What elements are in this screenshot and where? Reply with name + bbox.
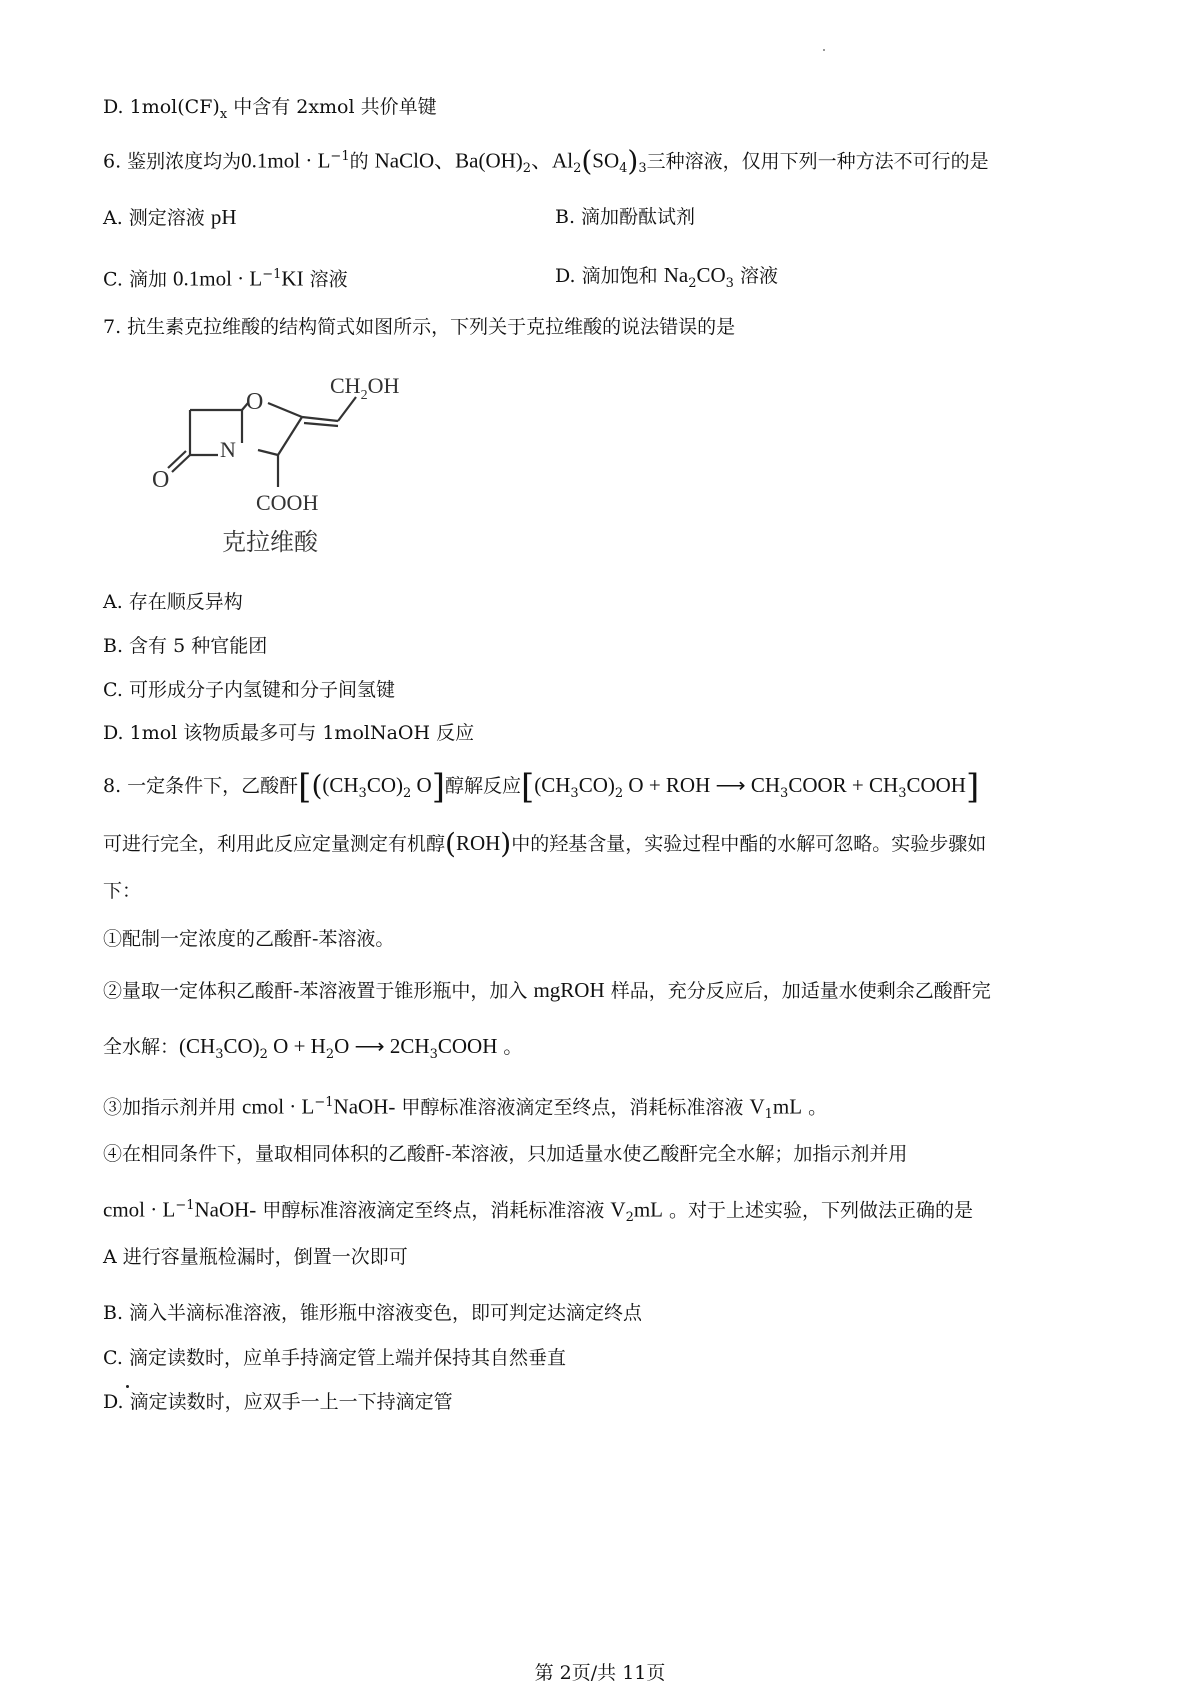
q6-option-d: D. 滴加饱和 $Na_2CO_3$ 溶液 — [555, 263, 778, 291]
bond — [268, 403, 302, 417]
page-footer: 第 2页/共 11页 — [534, 1662, 666, 1684]
q8-option-c: C. 滴定读数时，应单手持滴定管上端并保持其自然垂直 — [103, 1347, 566, 1369]
clavulanic-acid-structure — [152, 373, 460, 615]
q8-stem-line1: 8. 一定条件下，乙酸酐[($(CH_3CO)_2$ O]醇解反应[$(CH_3CO)_2$ O + ROH ⟶ $CH_3COOR$ + $CH_3COOH$] — [103, 767, 980, 807]
q8-stem-line3: 下： — [103, 880, 142, 902]
q7-option-a: A. 存在顺反异构 — [103, 591, 243, 613]
bond — [258, 450, 278, 455]
q8-step3: ③加指示剂并用 cmol · $L^{-1}NaOH-$ 甲醇标准溶液滴定至终点，消耗标准溶液 $V_1mL$ 。 — [103, 1094, 828, 1123]
q8-step1: ①配制一定浓度的乙酸酐-苯溶液。 — [103, 928, 395, 950]
q8-option-a: A 进行容量瓶检漏时，倒置一次即可 — [103, 1246, 408, 1268]
nitrogen-label: N — [220, 437, 236, 462]
q8-option-b: B. 滴入半滴标准溶液，锥形瓶中溶液变色，即可判定达滴定终点 — [103, 1302, 643, 1324]
q8-step4-line1: ④在相同条件下，量取相同体积的乙酸酐-苯溶液，只加适量水使乙酸酐完全水解；加指示剂并用 — [103, 1143, 908, 1165]
bond — [338, 397, 356, 421]
q8-step4-line2: cmol · $L^{-1}NaOH-$ 甲醇标准溶液滴定至终点，消耗标准溶液 $V_2mL$ 。对于上述实验，下列做法正确的是 — [103, 1197, 974, 1226]
q5-option-d: D. $1mol(CF)_x$ 中含有 2xmol 共价单键 — [103, 96, 437, 122]
q8-step2-equation: 全水解：$(CH_3CO)_2$ $O + H_2O$ ⟶ $2CH_3COOH$ 。 — [103, 1034, 523, 1062]
q8-step2: ②量取一定体积乙酸酐-苯溶液置于锥形瓶中，加入 mgROH 样品，充分反应后，加适量水使剩余乙酸酐完 — [103, 978, 991, 1002]
structure-caption: 克拉维酸 — [222, 528, 318, 556]
q6-option-b: B. 滴加酚酞试剂 — [555, 206, 696, 228]
q6-option-c: C. 滴加 $0.1mol \cdot L^{-1}KI$ 溶液 — [103, 266, 348, 291]
cooh-label: COOH — [256, 490, 319, 515]
bond — [172, 455, 190, 472]
q7-stem: 7. 抗生素克拉维酸的结构简式如图所示，下列关于克拉维酸的说法错误的是 — [103, 316, 736, 338]
bond — [304, 423, 338, 426]
q7-option-b: B. 含有 5 种官能团 — [103, 635, 268, 657]
q8-option-d: D. 滴定读数时，应双手一上一下持滴定管 — [103, 1391, 453, 1413]
q8-stem-line2: 可进行完全，利用此反应定量测定有机醇(ROH)中的羟基含量，实验过程中酯的水解可忽略。实验步骤如 — [103, 827, 987, 860]
bond — [168, 451, 186, 468]
q7-option-c: C. 可形成分子内氢键和分子间氢键 — [103, 679, 395, 701]
ch2oh-label: $CH_2OH$ — [330, 373, 400, 403]
q6-option-a: A. 测定溶液 pH — [103, 205, 237, 229]
q6-stem: 6. 鉴别浓度均为$0.1mol \cdot L^{-1}$的 NaClO、$Ba(OH)_2$、$Al_2(SO_4)_3$三种溶液，仅用下列一种方法不可行的是 — [103, 144, 989, 178]
q7-option-d: D. 1mol 该物质最多可与 1molNaOH 反应 — [103, 722, 475, 744]
keto-oxygen-label: O — [152, 467, 170, 493]
bond — [278, 417, 302, 455]
speck — [823, 49, 825, 51]
bond — [302, 417, 338, 421]
ring-oxygen-label: O — [246, 389, 264, 415]
